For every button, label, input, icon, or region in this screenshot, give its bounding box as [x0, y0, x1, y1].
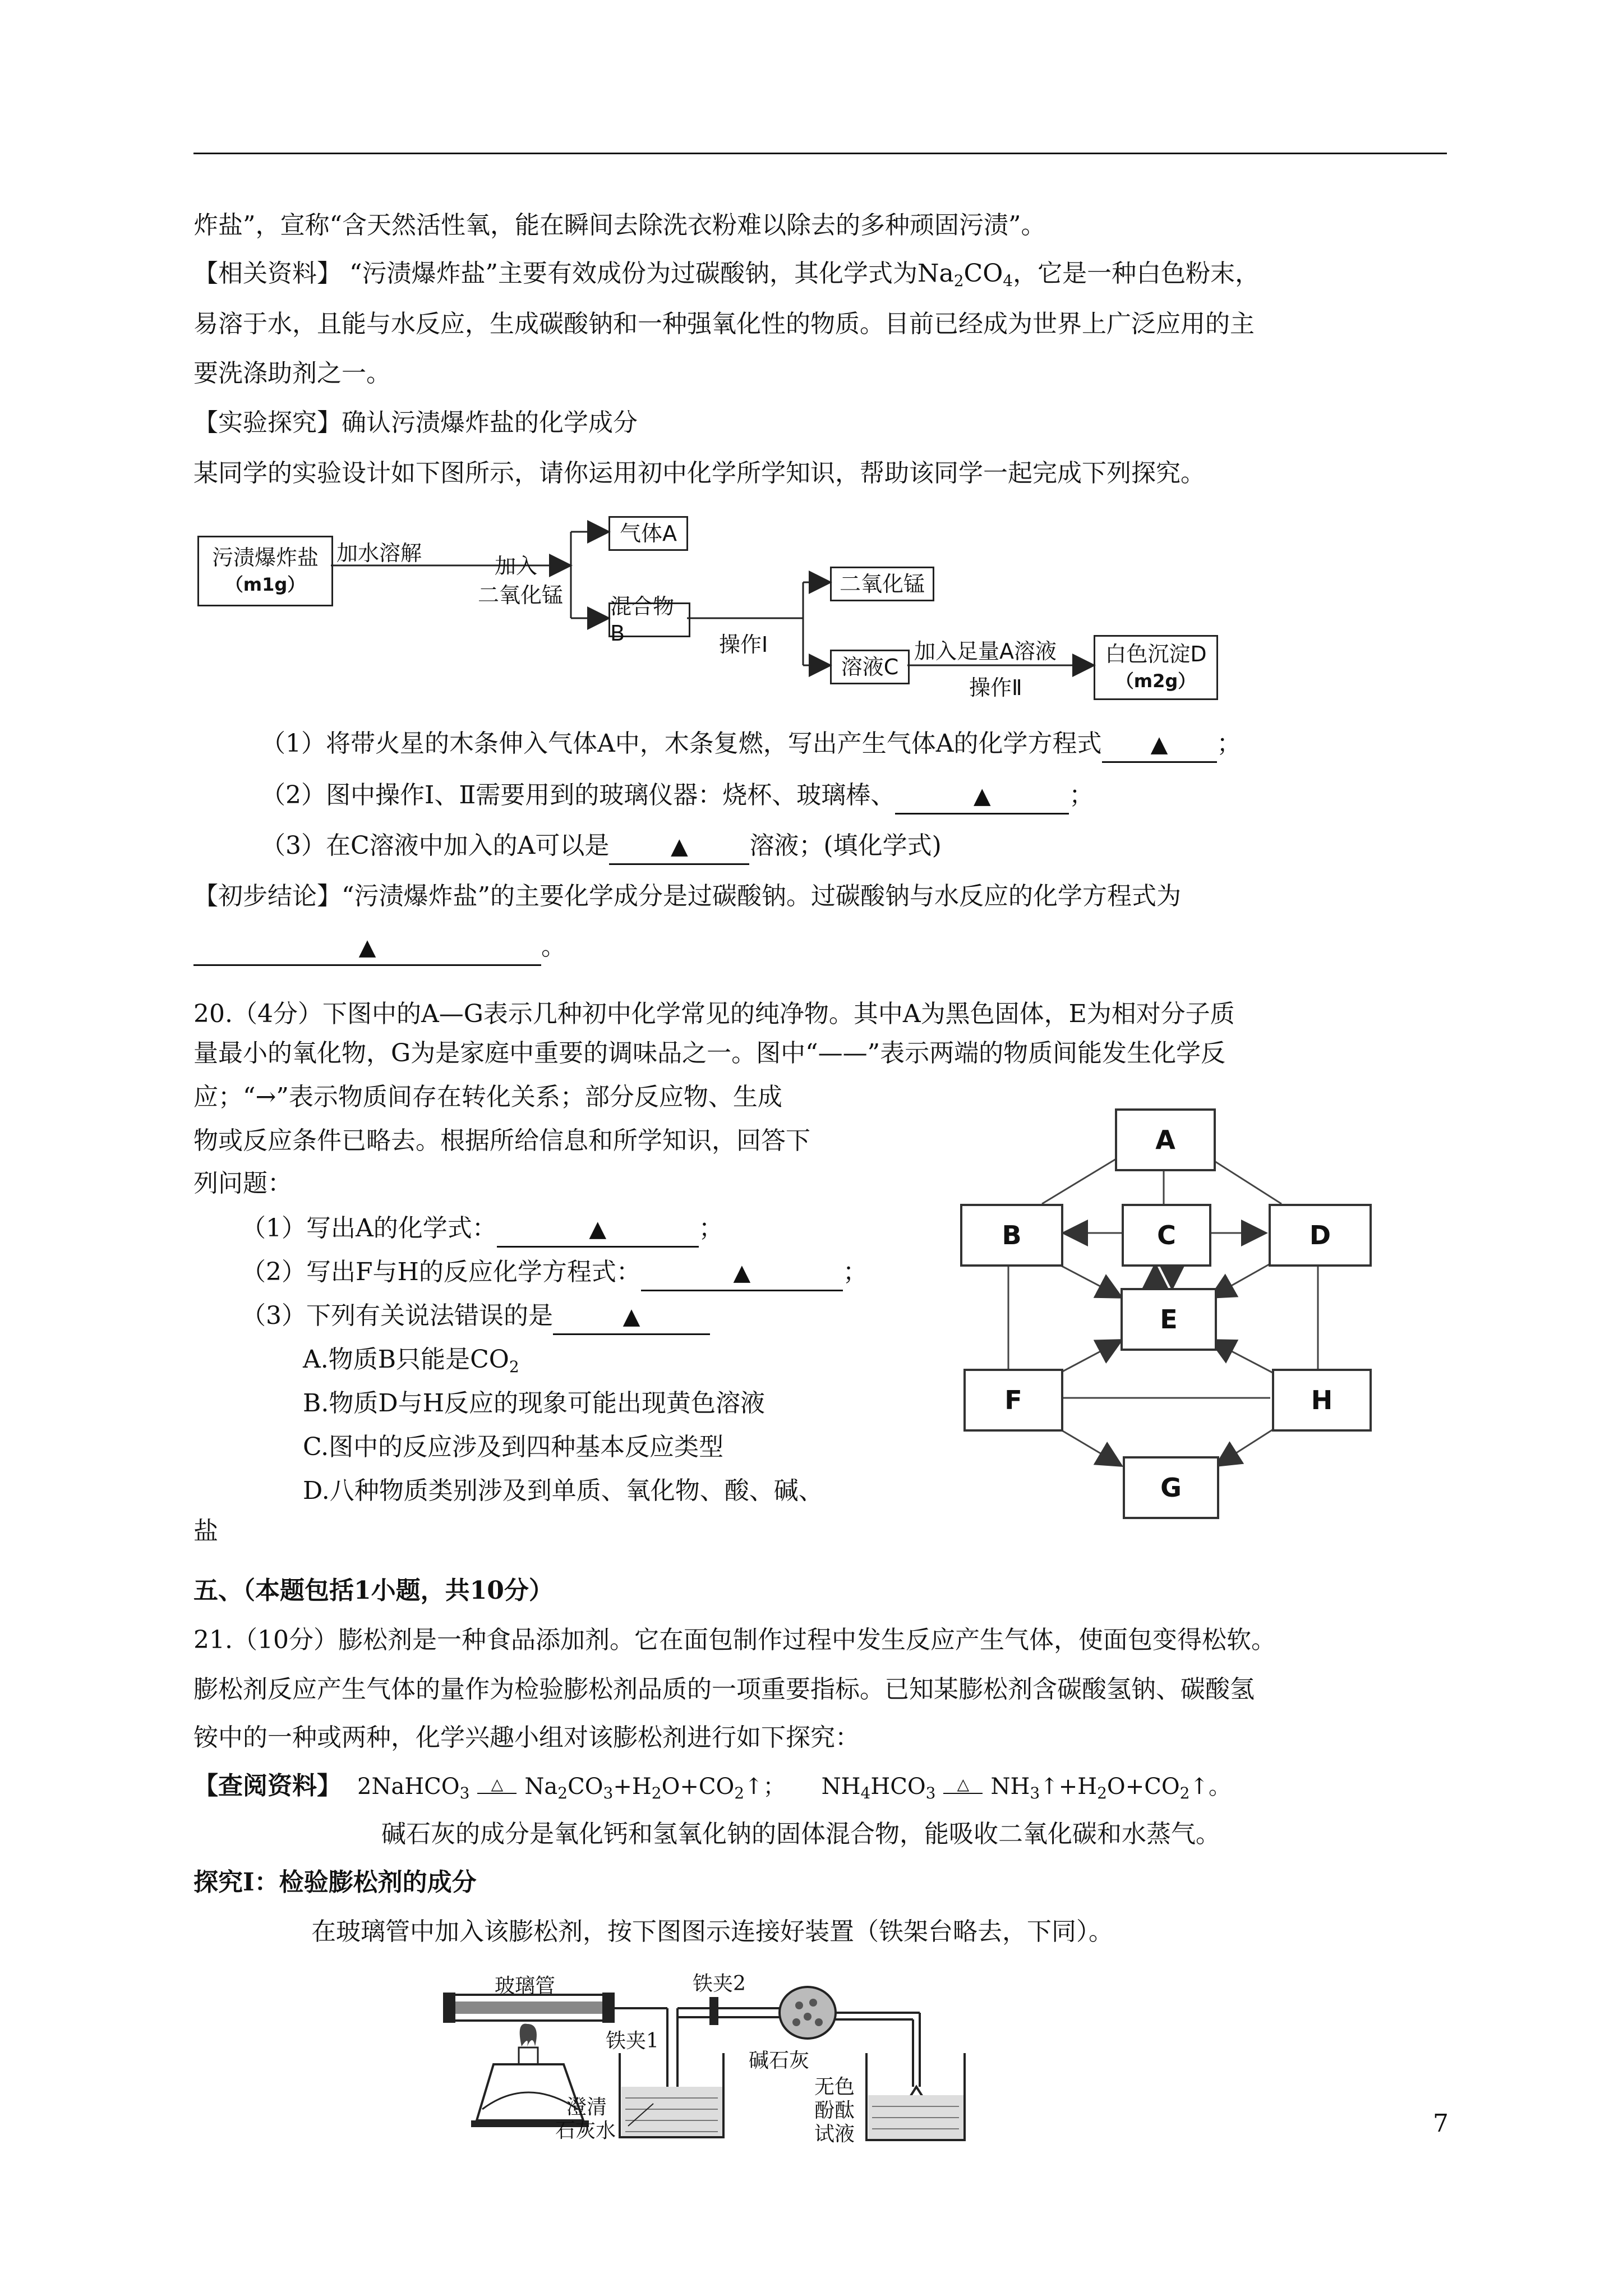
label-phenol-1: 无色: [814, 2076, 855, 2099]
flow-ppt-box: 白色沉淀D （m2g）: [1094, 635, 1218, 700]
flow-mix-b-box: 混合物B: [608, 602, 690, 637]
option-a: A.物质B只能是$CO_2$: [303, 1345, 519, 1376]
flow-gas-a-box: 气体A: [608, 516, 688, 551]
question-3: （3）在C溶液中加入的A可以是 ▲ 溶液；(填化学式): [261, 829, 942, 865]
flow-sol-c-box: 溶液C: [830, 650, 910, 684]
section-5-heading: 五、（本题包括1小题，共10分）: [193, 1576, 554, 1605]
answer-blank[interactable]: ▲: [641, 1255, 843, 1291]
question-2: （2）图中操作Ⅰ、Ⅱ需要用到的玻璃仪器：烧杯、玻璃棒、 ▲ ；: [261, 779, 1094, 815]
flow-start-label: 污渍爆炸盐: [211, 545, 319, 570]
flow-start-mass: （m1g）: [225, 574, 306, 595]
flow-add-a: 加入足量A溶液: [914, 639, 1057, 664]
para-line: 【相关资料】 “污渍爆炸盐”主要有效成份为过碳酸钠，其化学式为$Na_2CO_4$，它是一种白色粉末，: [193, 259, 1260, 290]
q21-line: 铵中的一种或两种，化学兴趣小组对该膨松剂进行如下探究：: [193, 1723, 860, 1752]
reference-label: 【查阅资料】: [193, 1772, 342, 1800]
para-line: 易溶于水，且能与水反应，生成碳酸钠和一种强氧化性的物质。目前已经成为世界上广泛应用的主: [193, 310, 1255, 338]
answer-blank[interactable]: ▲: [497, 1212, 699, 1248]
label-glass-tube: 玻璃管: [495, 1975, 556, 1998]
flow-op2: 操作Ⅱ: [969, 675, 1022, 700]
label-phenol-3: 试液: [814, 2123, 855, 2146]
option-b: B.物质D与H反应的现象可能出现黄色溶液: [303, 1389, 765, 1418]
flow-add: 加入: [495, 554, 538, 578]
para-line: 炸盐”，宣称“含天然活性氧，能在瞬间去除洗衣粉难以除去的多种顽固污渍”。: [193, 211, 1046, 240]
conclusion-blank: ▲ 。: [193, 930, 566, 966]
node-c: C: [1122, 1204, 1211, 1267]
answer-blank[interactable]: ▲: [609, 829, 749, 865]
label-clamp-2: 铁夹2: [693, 1972, 746, 1995]
question-1: （1）将带火星的木条伸入气体A中，木条复燃，写出产生气体A的化学方程式 ▲ ；: [261, 727, 1242, 763]
section-heading: 【实验探究】确认污渍爆炸盐的化学成分: [193, 408, 638, 437]
answer-blank[interactable]: ▲: [193, 930, 541, 966]
q20-line: 物或反应条件已略去。根据所给信息和所学知识，回答下: [193, 1126, 810, 1155]
node-b: B: [960, 1204, 1063, 1267]
label-limewater-2: 石灰水: [555, 2119, 616, 2142]
exploration-1-heading: 探究Ⅰ：检验膨松剂的成分: [193, 1868, 477, 1897]
q20-question-3: （3）下列有关说法错误的是 ▲: [241, 1299, 710, 1335]
q20-line: 20.（4分）下图中的A—G表示几种初中化学常见的纯净物。其中A为黑色固体，E为相对分子质: [193, 1000, 1235, 1028]
node-a: A: [1115, 1108, 1216, 1171]
q20-line: 应；“→”表示物质间存在转化关系；部分反应物、生成: [193, 1083, 782, 1111]
q20-line: 列问题：: [193, 1169, 292, 1198]
answer-blank[interactable]: ▲: [553, 1299, 710, 1335]
exploration-1-text: 在玻璃管中加入该膨松剂，按下图图示连接好装置（铁架台略去，下同）。: [311, 1917, 1113, 1946]
q20-question-1: （1）写出A的化学式： ▲ ；: [241, 1212, 723, 1248]
answer-blank[interactable]: ▲: [1102, 727, 1217, 763]
option-d-cont: 盐: [193, 1517, 218, 1545]
flow-add-water: 加水溶解: [336, 541, 422, 565]
q21-line: 21.（10分）膨松剂是一种食品添加剂。它在面包制作过程中发生反应产生气体，使面包变得松软。: [193, 1626, 1276, 1654]
flow-mno2: 二氧化锰: [478, 583, 564, 608]
soda-lime-note: 碱石灰的成分是氧化钙和氢氧化钠的固体混合物，能吸收二氧化碳和水蒸气。: [381, 1820, 1220, 1848]
q20-question-2: （2）写出F与H的反应化学方程式： ▲ ；: [241, 1255, 868, 1291]
q21-line: 膨松剂反应产生气体的量作为检验膨松剂品质的一项重要指标。已知某膨松剂含碳酸氢钠、碳酸氢: [193, 1675, 1255, 1704]
q20-line: 量最小的氧化物，G为是家庭中重要的调味品之一。图中“——”表示两端的物质间能发生化学反: [193, 1039, 1226, 1068]
conclusion: 【初步结论】“污渍爆炸盐”的主要化学成分是过碳酸钠。过碳酸钠与水反应的化学方程式为: [193, 882, 1181, 910]
flow-op1: 操作Ⅰ: [719, 632, 768, 657]
node-h: H: [1272, 1369, 1372, 1432]
answer-blank[interactable]: ▲: [895, 779, 1069, 815]
page-number: 7: [1433, 2109, 1449, 2138]
node-f: F: [963, 1369, 1063, 1432]
para-line: 某同学的实验设计如下图所示，请你运用初中化学所学知识，帮助该同学一起完成下列探究。: [193, 459, 1205, 487]
label-limewater-1: 澄清: [566, 2096, 607, 2119]
node-d: D: [1269, 1204, 1372, 1267]
label-soda-lime: 碱石灰: [749, 2049, 810, 2072]
reference-equations: 【查阅资料】 2NaHCO$_3$ △ $Na_2CO_3+H_2O+CO_2↑$； $NH_4HCO_3$ △ $NH_3↑+H_2O+CO_2↑$。: [193, 1772, 1231, 1802]
node-e: E: [1121, 1288, 1217, 1351]
flow-mno2-box: 二氧化锰: [830, 567, 934, 601]
option-c: C.图中的反应涉及到四种基本反应类型: [303, 1433, 724, 1461]
label-clamp-1: 铁夹1: [606, 2030, 659, 2053]
option-d: D.八种物质类别涉及到单质、氧化物、酸、碱、: [303, 1476, 823, 1505]
para-line: 要洗涤助剂之一。: [193, 359, 391, 388]
node-g: G: [1123, 1456, 1219, 1519]
label-phenol-2: 酚酞: [814, 2099, 855, 2122]
